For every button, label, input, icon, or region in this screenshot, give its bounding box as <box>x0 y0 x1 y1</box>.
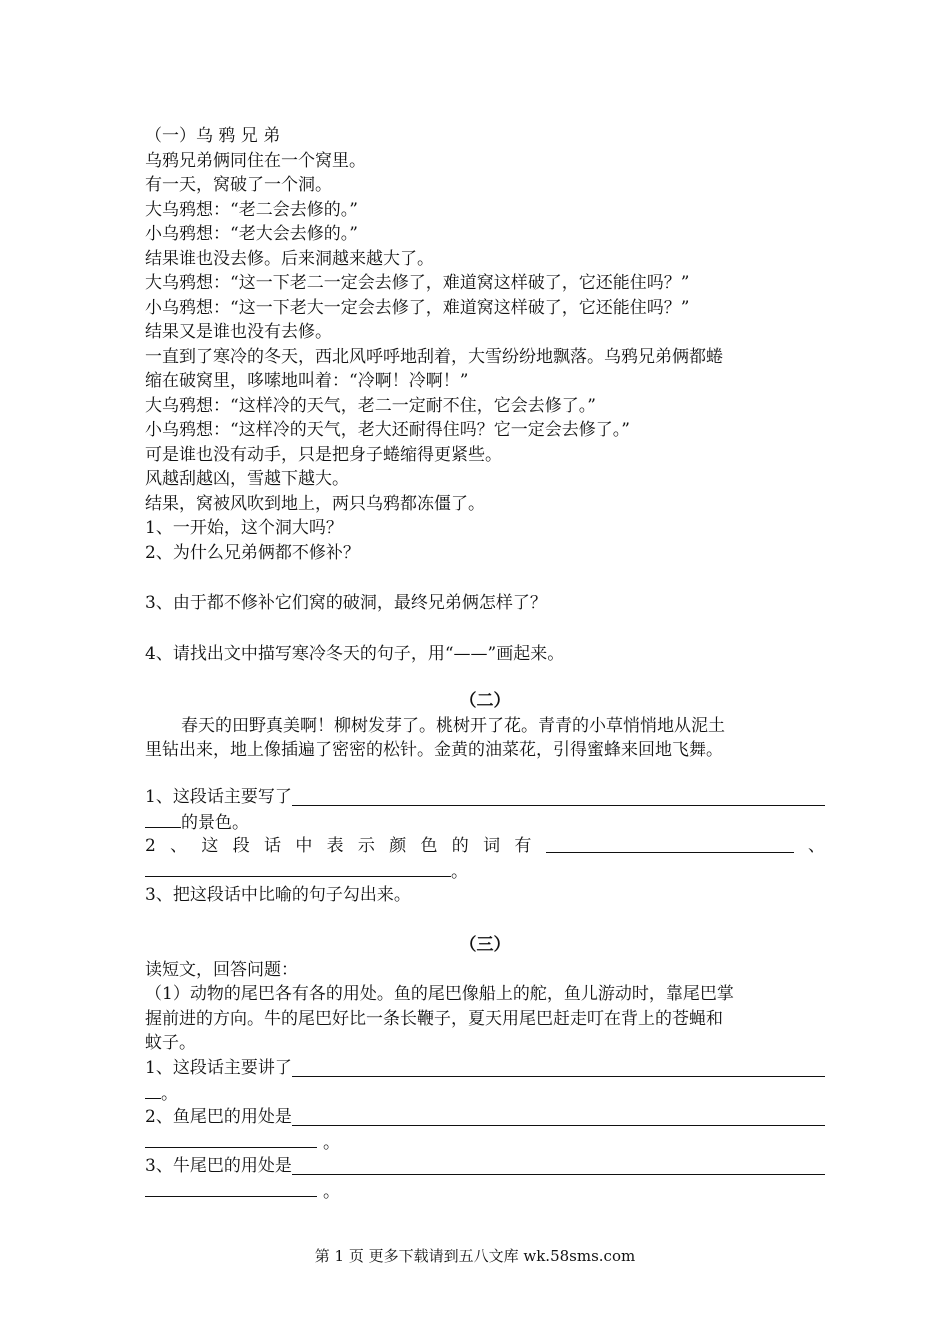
question-char: 话 <box>264 835 282 856</box>
section-2-question-2-continued <box>145 858 825 883</box>
answer-blank[interactable] <box>145 858 451 877</box>
section-3-paragraph-line: （1）动物的尾巴各有各的用处。鱼的尾巴像船上的舵，鱼儿游动时，靠尾巴掌 <box>145 984 734 1004</box>
question-text: 。 <box>323 1182 340 1202</box>
section-3-question-2-continued <box>145 1129 825 1154</box>
story-line: 大乌鸦想：“老二会去修的。” <box>145 199 358 220</box>
story-line: 有一天，窝破了一个洞。 <box>145 175 332 195</box>
question-char: 的 <box>451 835 469 856</box>
answer-blank[interactable] <box>292 787 825 806</box>
answer-blank[interactable] <box>292 1107 825 1126</box>
section-3-question-2 <box>145 1105 825 1130</box>
section-1-title: （一）乌 鸦 兄 弟 <box>145 126 281 146</box>
question-text: 的景色。 <box>181 813 249 833</box>
section-1-question-2: 2、为什么兄弟俩都不修补？ <box>145 542 360 563</box>
answer-blank[interactable] <box>145 1080 161 1099</box>
section-1-question-3: 3、由于都不修补它们窝的破洞，最终兄弟俩怎样了？ <box>145 593 547 613</box>
section-1-question-4: 4、请找出文中描写寒冷冬天的句子，用“——”画起来。 <box>145 643 565 664</box>
question-char: 有 <box>514 835 532 856</box>
question-text: 2、鱼尾巴的用处是 <box>145 1106 292 1127</box>
answer-blank[interactable] <box>145 1178 317 1197</box>
story-line: 小乌鸦想：“老大会去修的。” <box>145 224 358 244</box>
section-1-question-1: 1、一开始，这个洞大吗？ <box>145 518 343 538</box>
section-2-paragraph-line: 里钻出来，地上像插遍了密密的松针。金黄的油菜花，引得蜜蜂来回地飞舞。 <box>145 740 723 760</box>
question-char: 、 <box>170 835 188 856</box>
section-3-question-3 <box>145 1154 825 1179</box>
question-char: 示 <box>357 835 375 856</box>
question-text: 。 <box>161 1084 178 1104</box>
question-char: 词 <box>483 835 501 856</box>
question-char: 颜 <box>389 835 407 856</box>
section-3-question-1-continued <box>145 1080 825 1105</box>
question-char: 、 <box>807 835 825 856</box>
worksheet-content <box>145 124 825 1203</box>
section-2-question-2 <box>145 834 825 859</box>
section-3-intro: 读短文，回答问题： <box>145 959 298 980</box>
story-line: 结果谁也没去修。后来洞越来越大了。 <box>145 248 434 269</box>
story-line: 风越刮越凶，雪越下越大。 <box>145 469 349 489</box>
section-3-paragraph-line: 蚊子。 <box>145 1033 196 1053</box>
section-3-paragraph-line: 握前进的方向。牛的尾巴好比一条长鞭子，夏天用尾巴赶走叮在背上的苍蝇和 <box>145 1008 723 1029</box>
section-2-title: （二） <box>459 691 511 711</box>
question-char: 这 <box>201 835 219 856</box>
answer-space <box>145 565 825 591</box>
section-2-question-1 <box>145 785 825 810</box>
story-line: 可是谁也没有动手，只是把身子蜷缩得更紧些。 <box>145 444 502 465</box>
story-line: 小乌鸦想：“这一下老大一定会去修了，难道窝这样破了，它还能住吗？” <box>145 297 690 318</box>
section-spacer <box>145 666 825 689</box>
section-2-question-3: 3、把这段话中比喻的句子勾出来。 <box>145 884 411 905</box>
question-text: 。 <box>323 1133 340 1153</box>
question-text: 3、牛尾巴的用处是 <box>145 1155 292 1176</box>
story-line: 缩在破窝里，哆嗦地叫着：“冷啊！冷啊！” <box>145 371 469 391</box>
answer-blank[interactable] <box>292 1156 825 1175</box>
story-line: 乌鸦兄弟俩同住在一个窝里。 <box>145 150 366 171</box>
section-3-question-3-continued <box>145 1178 825 1203</box>
question-char: 2 <box>145 835 156 856</box>
story-line: 大乌鸦想：“这样冷的天气，老二一定耐不住，它会去修了。” <box>145 395 596 416</box>
story-line: 大乌鸦想：“这一下老二一定会去修了，难道窝这样破了，它还能住吗？” <box>145 273 690 293</box>
section-spacer <box>145 763 825 785</box>
answer-blank[interactable] <box>145 809 181 828</box>
page-footer: 第 1 页 更多下载请到五八文库 wk.58sms.com <box>314 1247 636 1265</box>
section-3-title: （三） <box>459 935 511 955</box>
section-2-question-1-continued <box>145 809 825 834</box>
answer-blank[interactable] <box>292 1058 825 1077</box>
question-char: 色 <box>420 835 438 856</box>
question-text: 1、这段话主要讲了 <box>145 1057 292 1078</box>
section-spacer <box>145 907 825 933</box>
answer-blank[interactable] <box>546 834 794 853</box>
section-1-story <box>145 149 825 517</box>
story-line: 结果又是谁也没有去修。 <box>145 322 332 342</box>
question-char: 表 <box>326 835 344 856</box>
story-line: 小乌鸦想：“这样冷的天气，老大还耐得住吗？它一定会去修了。” <box>145 420 630 440</box>
answer-space <box>145 616 825 642</box>
story-line: 结果，窝被风吹到地上，两只乌鸦都冻僵了。 <box>145 493 485 514</box>
section-3-question-1 <box>145 1056 825 1081</box>
story-line: 一直到了寒冷的冬天，西北风呼呼地刮着，大雪纷纷地飘落。乌鸦兄弟俩都蜷 <box>145 346 723 367</box>
question-text: 。 <box>451 862 468 882</box>
question-text: 1、这段话主要写了 <box>145 786 292 807</box>
question-char: 段 <box>232 835 250 856</box>
question-char: 中 <box>295 835 313 856</box>
section-2-paragraph-line: 春天的田野真美啊！柳树发芽了。桃树开了花。青青的小草悄悄地从泥土 <box>181 715 725 736</box>
answer-blank[interactable] <box>145 1129 317 1148</box>
